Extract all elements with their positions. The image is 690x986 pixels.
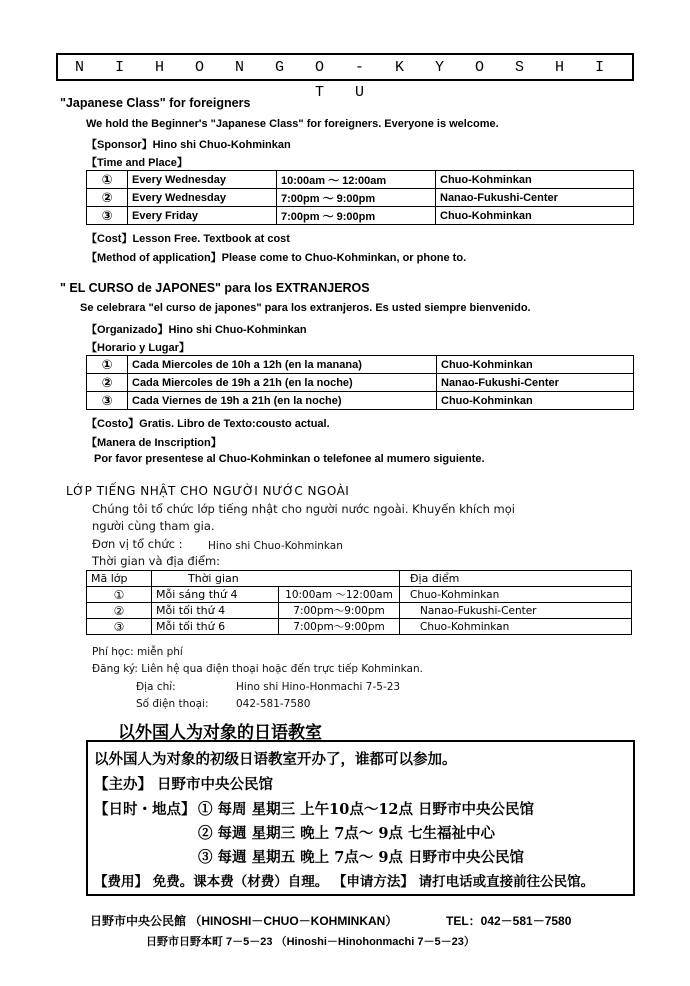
table-row: [87, 374, 634, 392]
schedule-place: Chuo-Kohminkan: [436, 171, 634, 189]
row-number: ③: [87, 392, 128, 410]
vietnamese-phone-value: 042-581-7580: [236, 698, 311, 710]
chinese-intro: 以外国人为对象的初级日语教室开办了，谁都可以参加。: [94, 751, 457, 768]
spanish-heading: " EL CURSO de JAPONES" para los EXTRANJEROS: [60, 281, 370, 295]
schedule-place: Chuo-Kohminkan: [436, 207, 634, 225]
schedule-place: Nanao-Fukushi-Center: [436, 189, 634, 207]
chinese-row-1: ① 每周 星期三 上午10点～12点 日野市中央公民馆: [198, 801, 535, 818]
schedule-time: 10:00am ～ 12:00am: [277, 171, 436, 189]
row-number: ③: [87, 207, 128, 225]
table-row: [87, 171, 634, 189]
header-place: Địa điểm: [400, 571, 632, 587]
schedule-place: Chuo-Kohminkan: [400, 587, 632, 603]
page-title: N I H O N G O - K Y O S H I T U: [56, 53, 634, 81]
schedule-place: Chuo-Kohminkan: [437, 392, 634, 410]
schedule-day: Mỗi tối thứ 6: [152, 619, 279, 635]
english-sponsor: 【Sponsor】Hino shi Chuo-Kohminkan: [86, 139, 291, 151]
table-header-row: [87, 571, 632, 587]
vietnamese-organizer-label: Đơn vị tổ chức :: [92, 537, 183, 551]
table-row: [87, 189, 634, 207]
english-heading: "Japanese Class" for foreigners: [60, 96, 251, 110]
schedule-place: Nanao-Fukushi-Center: [400, 603, 632, 619]
schedule-time: 10:00am ～12:00am: [279, 587, 400, 603]
schedule-place: Chuo-Kohminkan: [400, 619, 632, 635]
chinese-time-label: 【日时・地点】: [94, 801, 196, 818]
row-number: ②: [87, 189, 128, 207]
english-time-place-label: 【Time and Place】: [86, 157, 188, 169]
schedule-when: Cada Viernes de 19h a 21h (en la noche): [128, 392, 437, 410]
vietnamese-schedule-table: [86, 570, 632, 635]
table-row: [87, 587, 632, 603]
schedule-place: Nanao-Fukushi-Center: [437, 374, 634, 392]
footer-name: 日野市中央公民館 （HINOSHI－CHUO－KOHMINKAN）: [90, 914, 398, 928]
chinese-row-3: ③ 每週 星期五 晚上 7点～ 9点 日野市中央公民馆: [198, 849, 524, 866]
schedule-when: Cada Miercoles de 10h a 12h (en la manana): [128, 356, 437, 374]
spanish-schedule-label: 【Horario y Lugar】: [86, 342, 190, 354]
vietnamese-address-label: Địa chỉ:: [136, 681, 176, 693]
schedule-time: 7:00pm～9:00pm: [279, 603, 400, 619]
chinese-fee: 【费用】 免费。课本费（材费）自理。 【申请方法】 请打电话或直接前往公民馆。: [94, 874, 595, 890]
schedule-time: 7:00pm～9:00pm: [279, 619, 400, 635]
spanish-cost: 【Costo】Gratis. Libro de Texto:cousto actual.: [86, 418, 330, 430]
schedule-time: 7:00pm ～ 9:00pm: [277, 207, 436, 225]
english-schedule-table: [86, 170, 634, 225]
vietnamese-phone-label: Số điện thoại:: [136, 698, 209, 710]
row-number: ①: [87, 171, 128, 189]
vietnamese-fee: Phí học: miễn phí: [92, 646, 183, 658]
vietnamese-organizer-value: Hino shi Chuo-Kohminkan: [208, 540, 343, 552]
english-cost: 【Cost】Lesson Free. Textbook at cost: [86, 233, 290, 245]
english-method: 【Method of application】Please come to Chuo-Kohminkan, or phone to.: [86, 252, 467, 264]
spanish-intro: Se celebrara "el curso de japones" para los extranjeros. Es usted siempre bienvenido.: [80, 302, 531, 314]
table-row: [87, 619, 632, 635]
schedule-day: Mỗi sáng thứ 4: [152, 587, 279, 603]
row-number: ③: [87, 619, 152, 635]
schedule-day: Mỗi tối thứ 4: [152, 603, 279, 619]
table-row: [87, 207, 634, 225]
schedule-when: Cada Miercoles de 19h a 21h (en la noche): [128, 374, 437, 392]
vietnamese-time-place-label: Thời gian và địa điểm:: [92, 554, 221, 568]
english-intro: We hold the Beginner's "Japanese Class" for foreigners. Everyone is welcome.: [86, 118, 499, 130]
footer-tel: TEL：042－581－7580: [446, 914, 572, 928]
table-row: [87, 356, 634, 374]
spanish-schedule-table: [86, 355, 634, 410]
vietnamese-heading: LỚP TIẾNG NHẬT CHO NGƯỜI NƯỚC NGOÀI: [66, 484, 350, 498]
schedule-time: 7:00pm ～ 9:00pm: [277, 189, 436, 207]
footer-address: 日野市日野本町 7－5－23 （Hinoshi－Hinohonmachi 7－5－23）: [146, 936, 475, 948]
schedule-day: Every Friday: [128, 207, 277, 225]
row-number: ②: [87, 603, 152, 619]
spanish-inscription-label: 【Manera de Inscription】: [86, 437, 222, 449]
schedule-day: Every Wednesday: [128, 171, 277, 189]
table-row: [87, 603, 632, 619]
chinese-host: 【主办】 日野市中央公民馆: [94, 776, 274, 793]
vietnamese-register: Đăng ký: Liên hệ qua điện thoại hoặc đến trực tiếp Kohminkan.: [92, 663, 423, 675]
vietnamese-address-value: Hino shi Hino-Honmachi 7-5-23: [236, 681, 401, 693]
spanish-inscription-text: Por favor presentese al Chuo-Kohminkan o telefonee al mumero siguiente.: [94, 453, 485, 465]
row-number: ①: [87, 356, 128, 374]
vietnamese-intro-line1: Chúng tôi tổ chức lớp tiếng nhật cho người nước ngoài. Khuyến khích mọi: [92, 502, 515, 516]
chinese-row-2: ② 每週 星期三 晚上 7点～ 9点 七生福祉中心: [198, 825, 495, 842]
table-row: [87, 392, 634, 410]
chinese-heading: 以外国人为对象的日语教室: [118, 723, 322, 743]
header-class-code: Mã lớp: [87, 571, 152, 587]
schedule-day: Every Wednesday: [128, 189, 277, 207]
row-number: ②: [87, 374, 128, 392]
vietnamese-intro-line2: người cùng tham gia.: [92, 519, 215, 533]
row-number: ①: [87, 587, 152, 603]
schedule-place: Chuo-Kohminkan: [437, 356, 634, 374]
header-time: Thời gian: [152, 571, 400, 587]
spanish-organized: 【Organizado】Hino shi Chuo-Kohminkan: [86, 324, 307, 336]
